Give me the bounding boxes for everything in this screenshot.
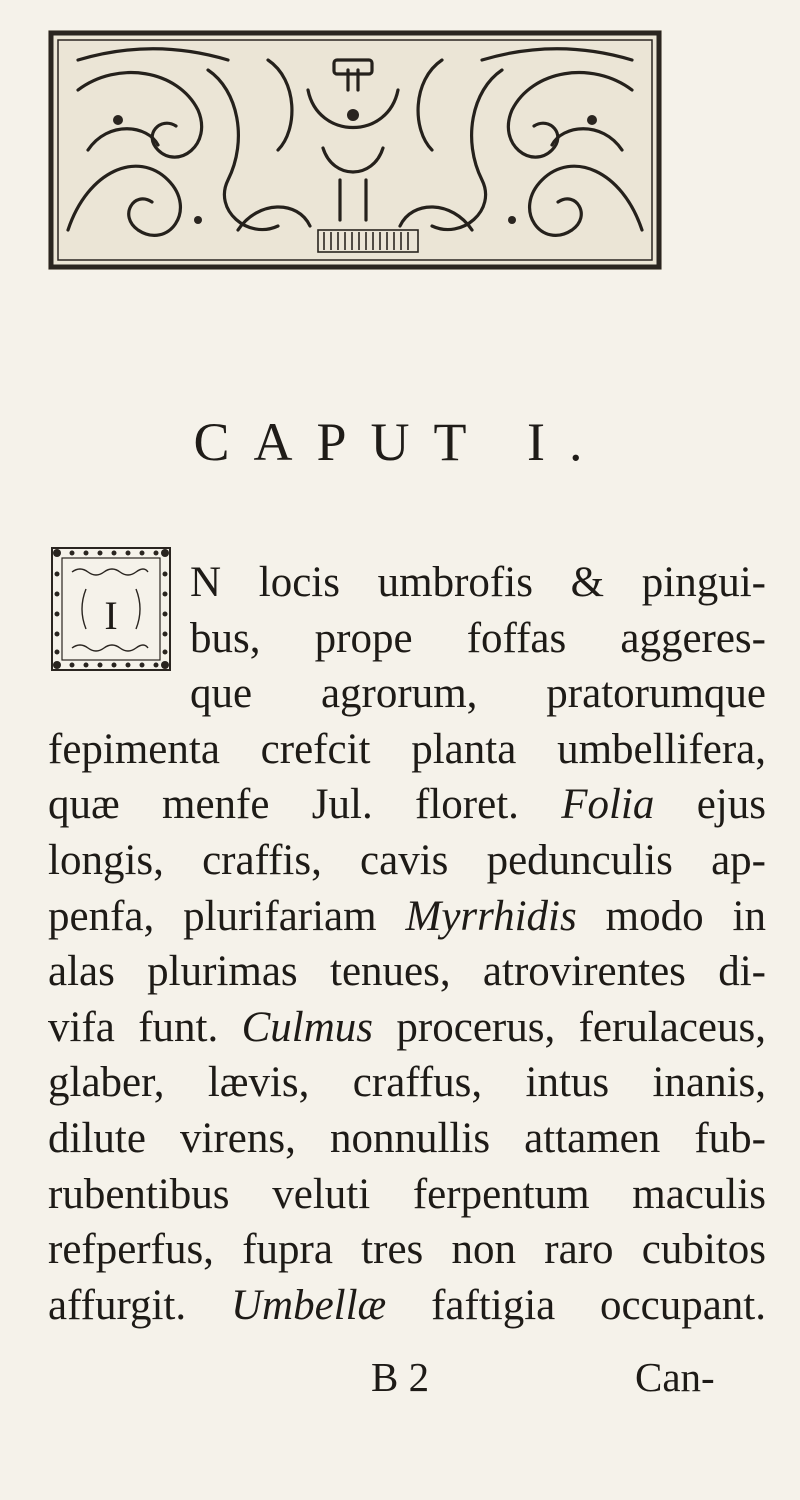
paragraph-body xyxy=(48,555,766,1333)
text-line xyxy=(48,833,766,889)
text-run: penfa, plurifariam xyxy=(48,892,406,940)
text-line xyxy=(48,944,766,1000)
text-line xyxy=(48,555,766,611)
text-line xyxy=(48,1278,766,1334)
text-run: faftigia occupant. xyxy=(386,1281,766,1329)
text-run: ejus xyxy=(654,781,766,829)
italic-term: Folia xyxy=(561,781,655,829)
text-run: alas plurimas tenues, atrovirentes di- xyxy=(48,948,766,996)
text-line xyxy=(48,666,766,722)
text-run: quæ menfe Jul. floret. xyxy=(48,781,562,829)
italic-term: Culmus xyxy=(241,1003,374,1051)
text-run: affurgit. xyxy=(48,1281,231,1329)
italic-term: Umbellæ xyxy=(230,1281,387,1329)
text-line xyxy=(48,1111,766,1167)
ornamental-headpiece xyxy=(48,30,662,270)
text-run: rubentibus veluti ferpentum maculis xyxy=(48,1170,766,1218)
catchword: Can- xyxy=(635,1354,715,1400)
text-line xyxy=(48,1055,766,1111)
text-run: modo in xyxy=(576,892,766,940)
text-run: glaber, lævis, craffus, intus inanis, xyxy=(48,1059,766,1107)
text-line xyxy=(48,722,766,778)
text-run: procerus, ferulaceus, xyxy=(373,1003,766,1051)
chapter-title: CAPUT I. xyxy=(193,412,607,472)
signature-mark: B 2 xyxy=(371,1354,430,1400)
text-run: longis, craffis, cavis pedunculis ap- xyxy=(48,836,766,884)
text-line xyxy=(48,611,766,667)
italic-term: Myrrhidis xyxy=(405,892,577,940)
text-run: fepimenta crefcit planta umbellifera, xyxy=(48,725,766,773)
text-run: bus, prope foffas aggeres- xyxy=(190,614,766,662)
text-line xyxy=(48,1222,766,1278)
text-line xyxy=(48,1000,766,1056)
text-line xyxy=(48,889,766,945)
page-footer xyxy=(0,1353,800,1413)
text-run: refperfus, fupra tres non raro cubitos xyxy=(48,1226,766,1274)
text-line xyxy=(48,777,766,833)
text-line xyxy=(48,1167,766,1223)
drop-cap-letter: I xyxy=(104,593,118,638)
text-run: vifa funt. xyxy=(48,1003,242,1051)
text-run: que agrorum, pratorumque xyxy=(190,670,766,718)
text-run: N locis umbrofis & pingui- xyxy=(190,559,766,606)
text-run: dilute virens, nonnullis attamen fub- xyxy=(48,1114,766,1162)
